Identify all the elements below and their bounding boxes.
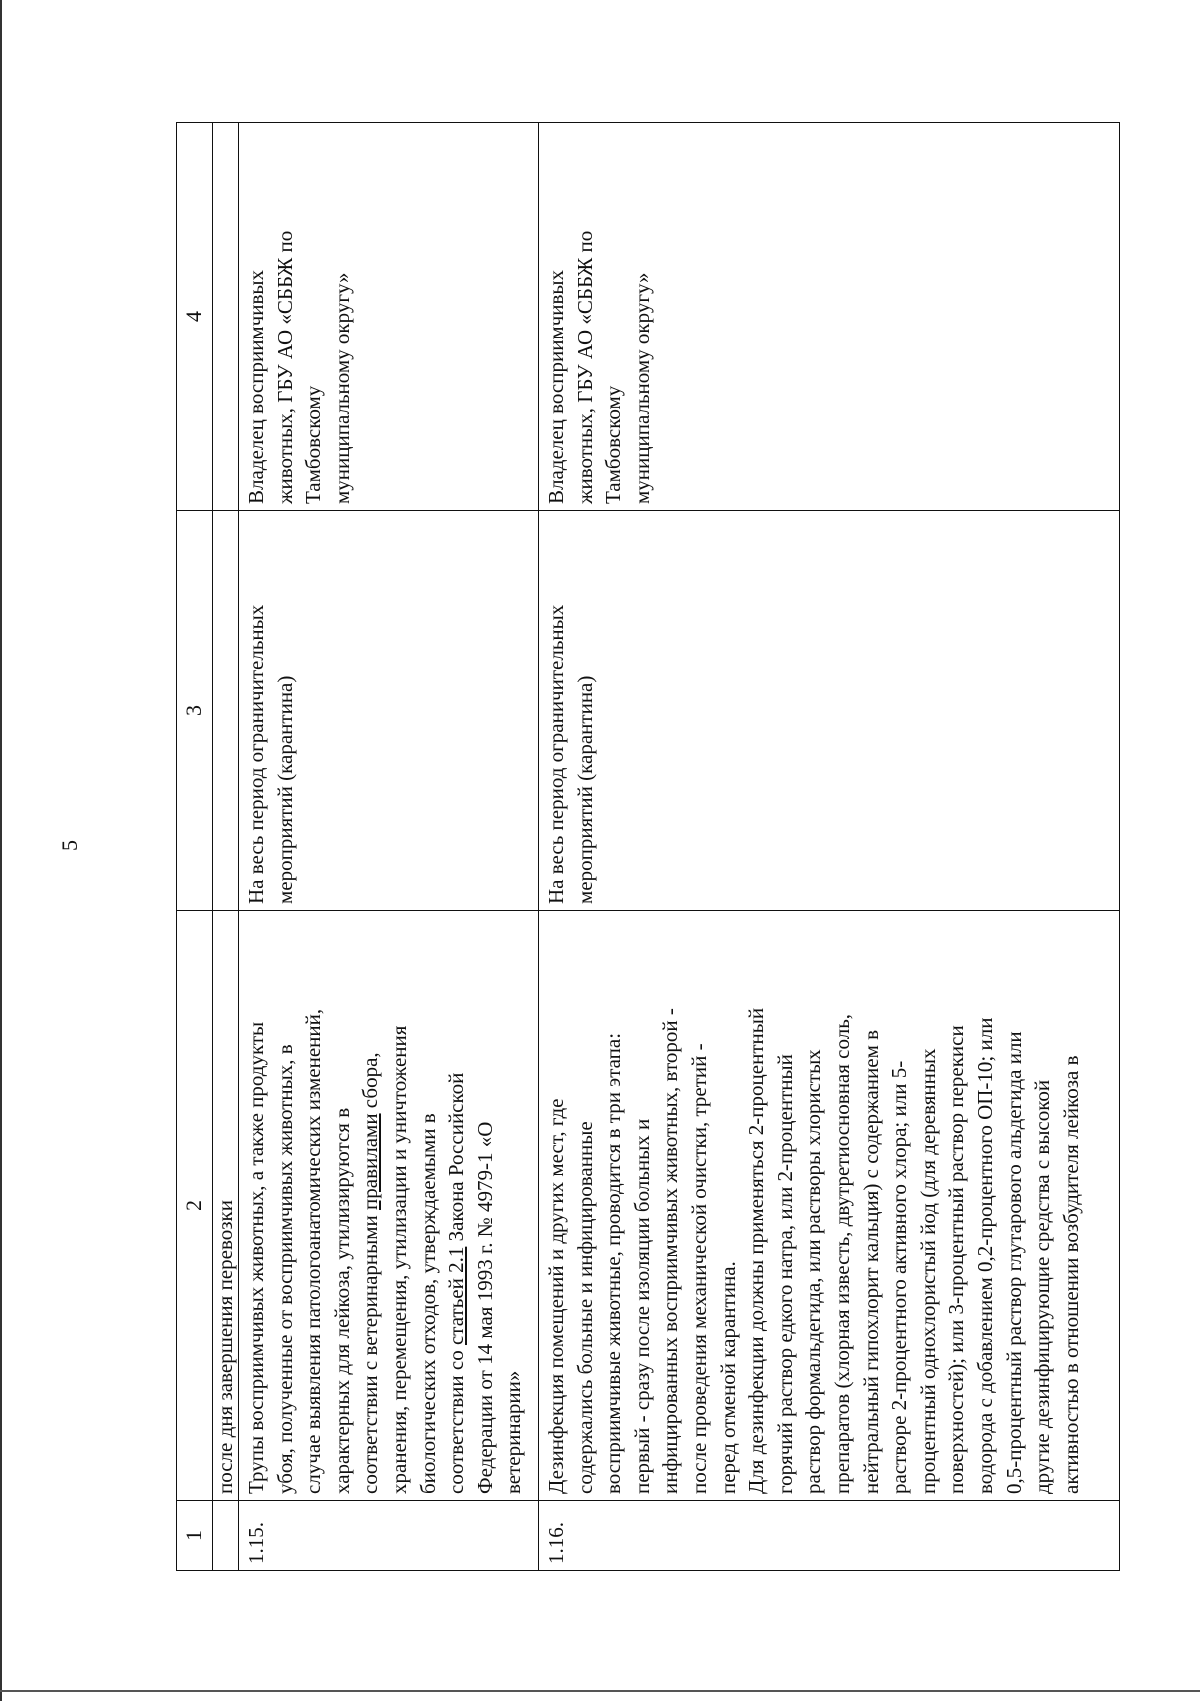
- table-row: [239, 123, 539, 1571]
- measure-text: [242, 917, 528, 1494]
- period-text: На весь период ограничительных мероприятий (карантина): [544, 604, 597, 904]
- measure-cell: [239, 911, 539, 1501]
- continuation-num-cell: [213, 1501, 239, 1571]
- row-number: 1.16.: [539, 1501, 1120, 1571]
- continuation-text: после дня завершения перевозки: [213, 911, 239, 1501]
- rules-link[interactable]: правилами: [358, 1113, 383, 1210]
- responsible-cell: [539, 123, 1120, 511]
- continuation-responsible-cell: [213, 123, 239, 511]
- scan-border-bottom: [0, 1690, 1200, 1692]
- scan-border-left: [0, 0, 2, 1701]
- responsible-text: Владелец восприимчивых животных, ГБУ АО «СББЖ по Тамбовскому муниципальному округу»: [544, 230, 654, 504]
- measure-text-part: Закона Российской Федерации от 14 мая 1993 г. № 4979-1 «О ветеринарии»: [444, 1072, 526, 1494]
- responsible-cell: [239, 123, 539, 511]
- rotated-table-container: [176, 123, 1120, 1571]
- responsible-text: Владелец восприимчивых животных, ГБУ АО «СББЖ по Тамбовскому муниципальному округу»: [244, 230, 354, 504]
- measure-text: Дезинфекция помещений и других мест, где содержались больные и инфицированные восприимчивые животные, проводится в три этапа: первый - сразу после изоляции больных и инфицированных восприимчивых животных, второй - после проведения механической очистки, третий - перед отменой карантина. Для дезинфекции должны применяться 2-процентный горячий раствор едкого натра, или 2-процентный раствор формальдегида, или растворы хлористых препаратов (хлорная известь, двутретиосновная соль, нейтральный гипохлорит кальция) с содержанием в растворе 2-процентного активного хлора; или 5- процентный однохлористый йод (для деревянных поверхностей); или 3-процентный раствор перекиси водорода с добавлением 0,2-процентного ОП-10; или 0,5-процентный раствор глутарового альдегида или другие дезинфицирующие средства с высокой активностью в отношении возбудителя лейкоза в: [544, 1007, 1083, 1494]
- header-col-1: 1: [177, 1501, 213, 1571]
- measure-text-part: сбора, хранения, перемещения, утилизации и уничтожения биологических отходов, утверждаемыми в соответствии со: [358, 1025, 469, 1494]
- period-text: На весь период ограничительных мероприятий (карантина): [244, 604, 297, 904]
- header-col-4: 4: [177, 123, 213, 511]
- period-cell: [539, 511, 1120, 911]
- measure-text-part: Трупы восприимчивых животных, а также продукты убоя, полученные от восприимчивых животных, в случае выявления патологоанатомических изменений, характерных для лейкоза, утилизируются в соответствии с ветеринарными: [244, 1008, 383, 1494]
- page-number: 5: [57, 840, 82, 851]
- continuation-row: [213, 123, 239, 1571]
- row-number: 1.15.: [239, 1501, 539, 1571]
- header-col-3: 3: [177, 511, 213, 911]
- table-header-row: [177, 123, 213, 1571]
- header-col-2: 2: [177, 911, 213, 1501]
- measure-cell: [539, 911, 1120, 1501]
- table-row: [539, 123, 1120, 1571]
- continuation-period-cell: [213, 511, 239, 911]
- period-cell: [239, 511, 539, 911]
- article-link[interactable]: статьей 2.1: [444, 1246, 469, 1346]
- measures-table: [176, 122, 1120, 1571]
